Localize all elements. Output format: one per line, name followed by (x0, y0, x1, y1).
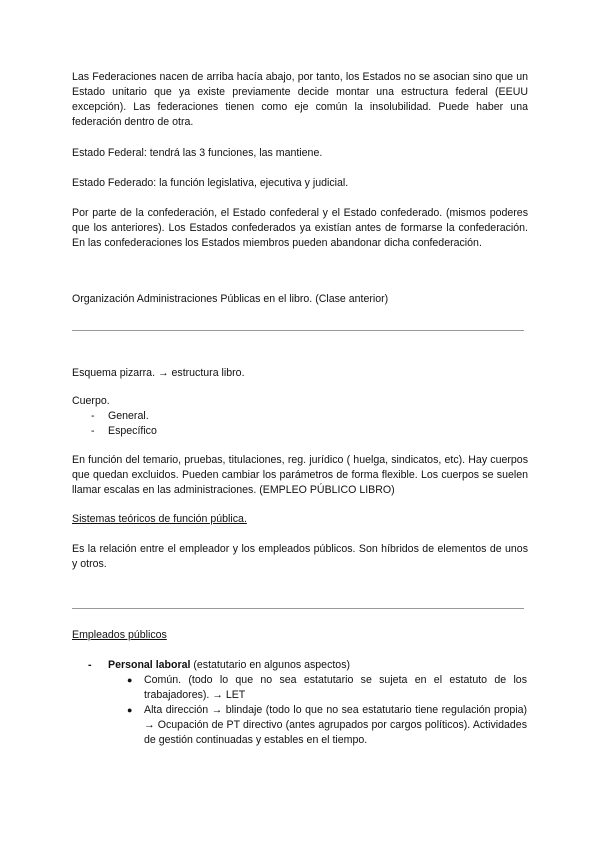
paragraph-estado-federal: Estado Federal: tendrá las 3 funciones, las mantiene. (72, 147, 323, 159)
personal-laboral-title: Personal laboral (108, 659, 191, 671)
paragraph-estado-federado: Estado Federado: la función legislativa, ejecutiva y judicial. (72, 177, 349, 189)
section-heading-empleados: Empleados públicos (72, 629, 167, 641)
list-marker: - (91, 425, 95, 437)
paragraph-federaciones: Las Federaciones nacen de arriba hacía abajo, por tanto, los Estados no se asocian sino que un Estado unitario que ya existe previamente decide montar una estructura federal (EEUU excepción). Las federaciones tienen como eje común la insolubilidad. Puede haber una federación dentro de otra. (72, 71, 528, 128)
list-item-label: Específico (108, 425, 157, 437)
bullet-text: Común. (todo lo que no sea estatutario se sujeta en el estatuto de los trabajadores). → LET (144, 674, 527, 701)
paragraph-relacion: Es la relación entre el empleador y los empleados públicos. Son híbridos de elementos de unos y otros. (72, 543, 528, 570)
bullet-item (127, 703, 527, 748)
list-item (91, 424, 157, 439)
list-item (91, 409, 149, 424)
bullet-text: Alta dirección → blindaje (todo lo que no sea estatutario tiene regulación propia) → Ocupación de PT directivo (antes agrupados por cargos políticos). Actividades de gestión continuadas y estables en el tiempo. (144, 704, 527, 746)
horizontal-rule (72, 608, 524, 609)
list-item-label: General. (108, 410, 149, 422)
section-heading-sistemas: Sistemas teóricos de función pública. (72, 513, 247, 525)
paragraph-organizacion: Organización Administraciones Públicas en el libro. (Clase anterior) (72, 293, 389, 305)
paragraph-cuerpo: Cuerpo. (72, 395, 110, 407)
bullet-marker: ● (127, 705, 133, 715)
paragraph-confederacion: Por parte de la confederación, el Estado confederal y el Estado confederado. (mismos poderes que los anteriores). Los Estados confederados ya existían antes de formarse la confederación. En las confederaciones los Estados miembros pueden abandonar dicha confederación. (72, 207, 528, 249)
personal-laboral-note: (estatutario en algunos aspectos) (190, 659, 351, 671)
paragraph-funcion: En función del temario, pruebas, titulaciones, reg. jurídico ( huelga, sindicatos, etc). Hay cuerpos que quedan excluidos. Pueden cambiar los parámetros de forma flexible. Los cuerpos se suelen llamar escalas en las administraciones. (EMPLEO PÚBLICO LIBRO) (72, 454, 528, 496)
list-marker: - (88, 659, 92, 671)
bullet-item (127, 673, 527, 703)
list-item-personal-laboral (88, 658, 528, 673)
paragraph-esquema: Esquema pizarra. → estructura libro. (72, 367, 245, 379)
bullet-marker: ● (127, 675, 133, 685)
list-marker: - (91, 410, 95, 422)
horizontal-rule (72, 330, 524, 331)
